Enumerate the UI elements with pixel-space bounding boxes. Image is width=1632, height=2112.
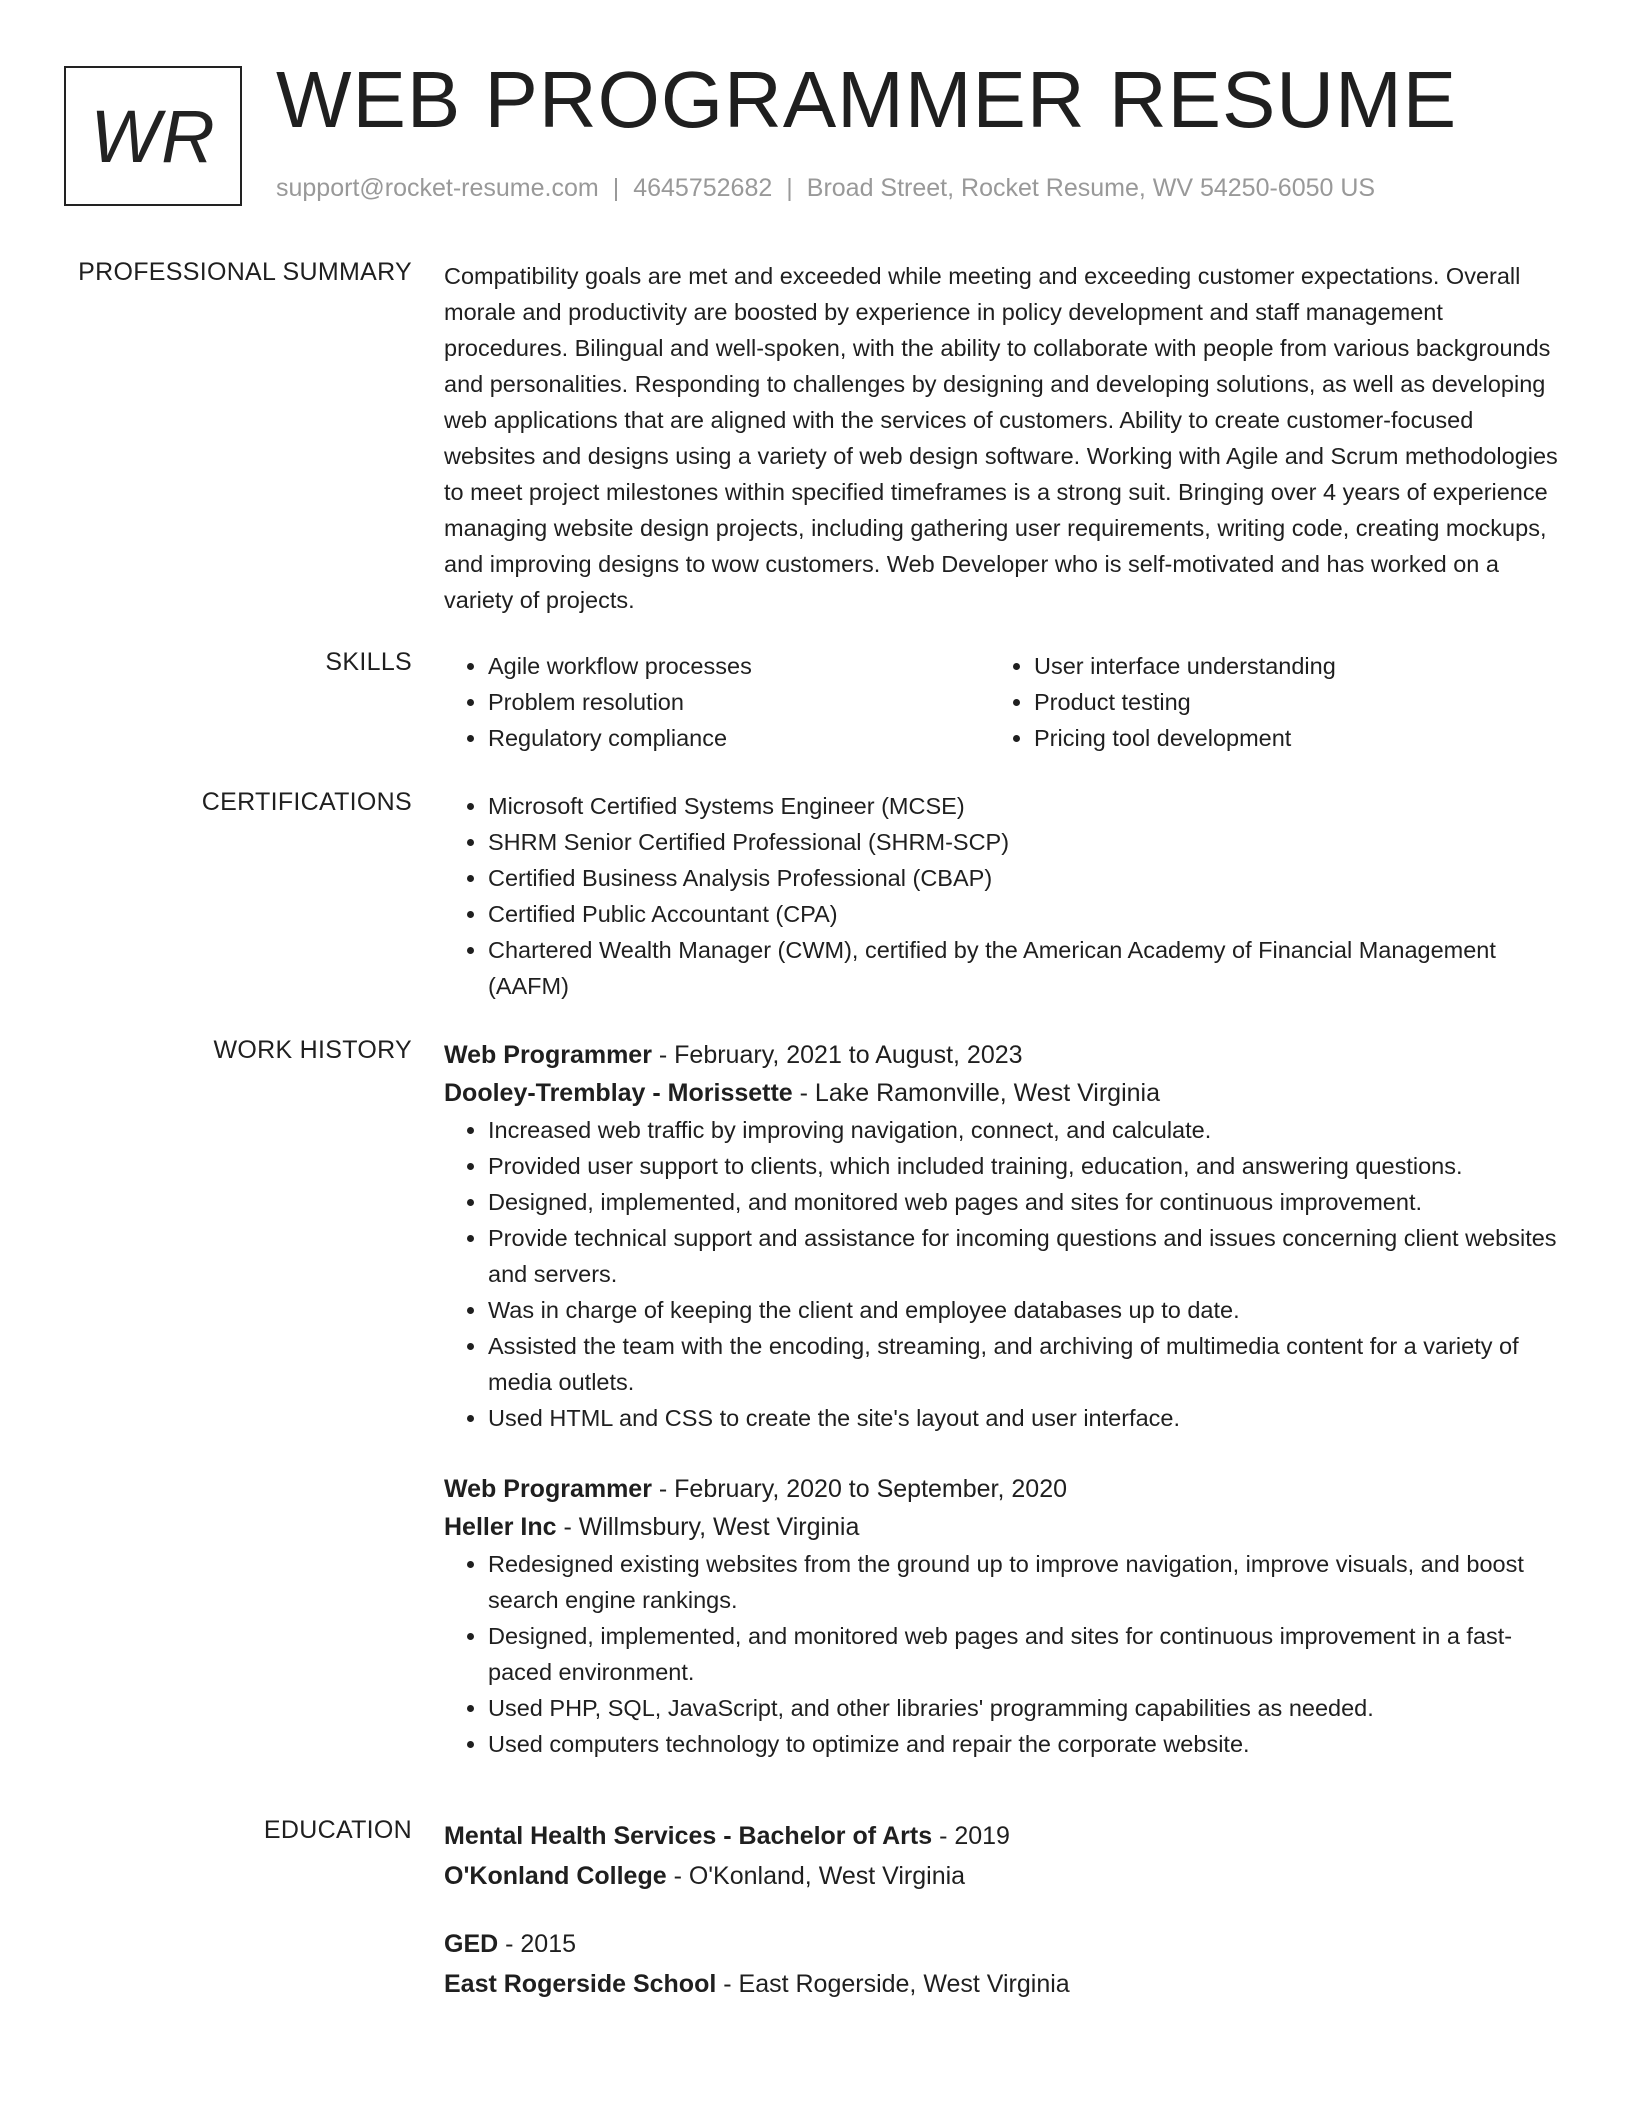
education-location: - O'Konland, West Virginia [666,1862,966,1890]
skill-item: • Pricing tool development [1034,720,1536,756]
skill-item: • Problem resolution [488,684,990,720]
skills-list-right [990,648,1536,756]
certification-item: • Certified Business Analysis Professional (CBAP) [488,860,1559,896]
job-title: Web Programmer [444,1475,652,1503]
job-duties-list [444,1112,1559,1436]
section-label: CERTIFICATIONS [201,788,412,816]
job-duty-item: • Redesigned existing websites from the ground up to improve navigation, improve visuals, and boost search engine rankings. [488,1546,1559,1618]
contact-separator: | [786,174,793,202]
job-duty-item: • Designed, implemented, and monitored web pages and sites for continuous improvement in a fast-paced environment. [488,1618,1559,1690]
skill-item: • Agile workflow processes [488,648,990,684]
contact-email[interactable]: support@rocket-resume.com [276,174,599,202]
section-label: PROFESSIONAL SUMMARY [78,258,412,286]
skills-columns [444,648,1559,756]
certification-item: • Certified Public Accountant (CPA) [488,896,1559,932]
job-dates: - February, 2020 to September, 2020 [651,1475,1068,1503]
job-duty-item: • Provided user support to clients, which included training, education, and answering questions. [488,1148,1559,1184]
skill-item: • Regulatory compliance [488,720,990,756]
job-duty-item: • Used HTML and CSS to create the site's layout and user interface. [488,1400,1559,1436]
job-title-line [444,1470,1559,1508]
certification-item: • Microsoft Certified Systems Engineer (MCSE) [488,788,1559,824]
work-history-body [444,1036,1559,1762]
job-duty-item: • Used computers technology to optimize and repair the corporate website. [488,1726,1559,1762]
education-year: - 2015 [498,1930,577,1958]
skills-body [444,648,1559,756]
contact-line [276,174,1375,203]
job-location: - Lake Ramonville, West Virginia [792,1079,1161,1107]
monogram-logo: WR [64,66,242,206]
certification-item: • SHRM Senior Certified Professional (SHRM-SCP) [488,824,1559,860]
skills-list-left [444,648,990,756]
job-duty-item: • Assisted the team with the encoding, streaming, and archiving of multimedia content for a variety of media outlets. [488,1328,1559,1400]
job-title-line [444,1036,1559,1074]
contact-address: Broad Street, Rocket Resume, WV 54250-6050 US [806,174,1376,202]
job-duty-item: • Increased web traffic by improving navigation, connect, and calculate. [488,1112,1559,1148]
certification-item: • Chartered Wealth Manager (CWM), certified by the American Academy of Financial Management (AAFM) [488,932,1559,1004]
education-degree-line [444,1924,1559,1964]
job-duties-list [444,1546,1559,1762]
resume-title: WEB PROGRAMMER RESUME [276,55,1458,144]
education-entry [444,1816,1559,1896]
job-entry [444,1470,1559,1762]
education-body [444,1816,1559,2004]
education-school-line [444,1856,1559,1896]
job-location: - Willmsbury, West Virginia [556,1513,860,1541]
job-company-line [444,1074,1559,1112]
summary-text: Compatibility goals are met and exceeded while meeting and exceeding customer expectations. Overall morale and productivity are boosted by experience in policy development and staff management procedures. Bilingual and well-spoken, with the ability to collaborate with people from various backgrounds and personalities. Responding to challenges by designing and developing solutions, as well as developing web applications that are aligned with the services of customers. Ability to create customer-focused websites and designs using a variety of web design software. Working with Agile and Scrum methodologies to meet project milestones within specified timeframes is a strong suit. Bringing over 4 years of experience managing website design projects, including gathering user requirements, writing code, creating mockups, and improving designs to wow customers. Web Developer who is self-motivated and has worked on a variety of projects. [444,263,1558,613]
job-duty-item: • Designed, implemented, and monitored web pages and sites for continuous improvement. [488,1184,1559,1220]
skill-item: • User interface understanding [1034,648,1536,684]
summary-body [444,258,1559,618]
education-degree: Mental Health Services - Bachelor of Arts [444,1822,933,1850]
contact-phone[interactable]: 4645752682 [633,174,773,202]
education-school-line [444,1964,1559,2004]
job-company-line [444,1508,1559,1546]
job-entry [444,1036,1559,1436]
education-school: O'Konland College [444,1862,667,1890]
job-duty-item: • Was in charge of keeping the client and employee databases up to date. [488,1292,1559,1328]
education-degree: GED [444,1930,499,1958]
education-year: - 2019 [932,1822,1010,1850]
education-entry [444,1924,1559,2004]
contact-separator: | [612,174,620,202]
job-company: Heller Inc [444,1513,557,1541]
job-duty-item: • Used PHP, SQL, JavaScript, and other libraries' programming capabilities as needed. [488,1690,1559,1726]
section-label: SKILLS [325,648,412,676]
section-label: EDUCATION [263,1816,412,1844]
job-duty-item: • Provide technical support and assistance for incoming questions and issues concerning client websites and servers. [488,1220,1559,1292]
certifications-list [444,788,1559,1004]
job-company: Dooley-Tremblay - Morissette [444,1079,793,1107]
education-degree-line [444,1816,1559,1856]
job-title: Web Programmer [444,1041,652,1069]
education-location: - East Rogerside, West Virginia [716,1970,1070,1998]
education-school: East Rogerside School [444,1970,717,1998]
section-label: WORK HISTORY [213,1036,412,1064]
skill-item: • Product testing [1034,684,1536,720]
certifications-body [444,788,1559,1004]
job-dates: - February, 2021 to August, 2023 [651,1041,1023,1069]
